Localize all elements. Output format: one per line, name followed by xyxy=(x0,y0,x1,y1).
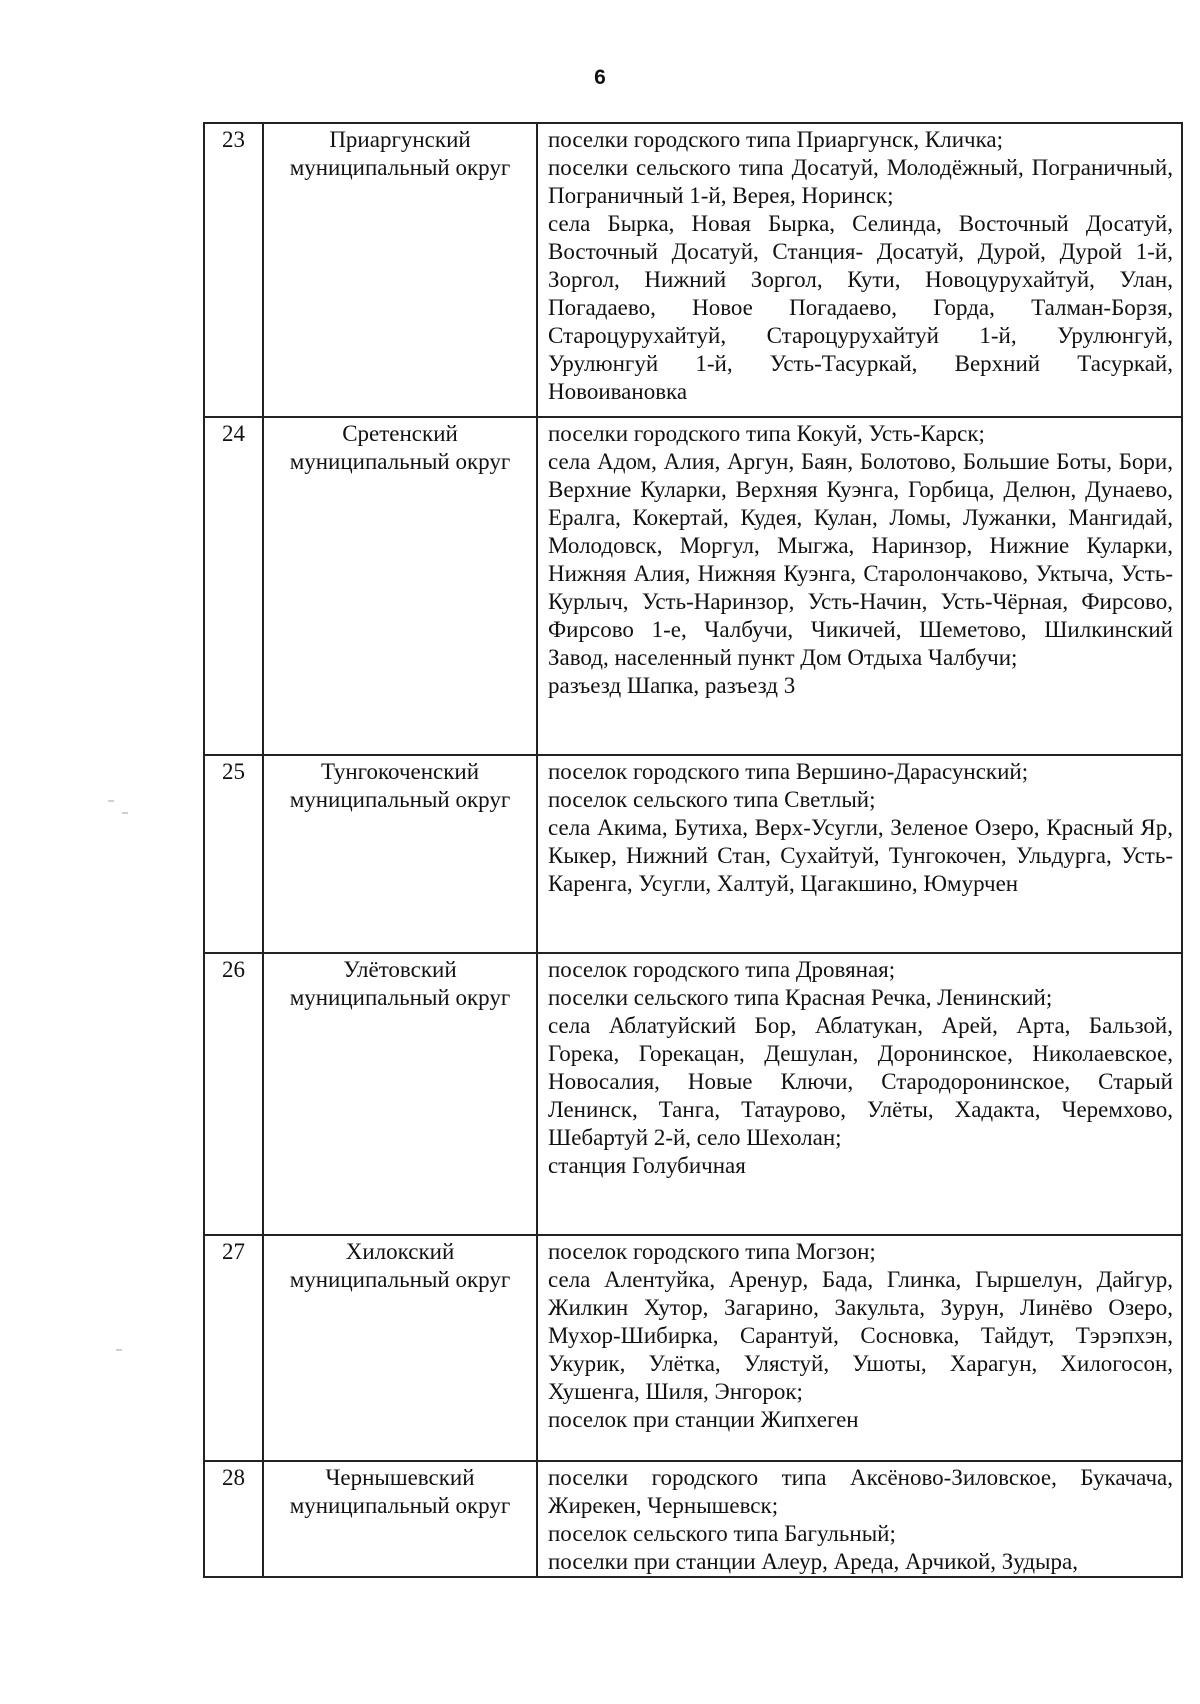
settlement-line: поселки при станции Алеур, Ареда, Арчикой, Зудыра, xyxy=(548,1549,1078,1574)
settlement-line: села Акима, Бутиха, Верх-Усугли, Зеленое Озеро, Красный Яр, Кыкер, Нижний Стан, Сухайтуй, Тунгокочен, Ульдурга, Усть-Каренга, Усугли, Халтуй, Цагакшино, Юмурчен xyxy=(548,815,1173,896)
scan-speck xyxy=(122,812,128,814)
settlement-line: поселки сельского типа Досатуй, Молодёжный, Пограничный, Пограничный 1-й, Верея, Норинск; xyxy=(548,155,1173,208)
table-row xyxy=(204,1235,1182,1461)
row-number: 27 xyxy=(204,1235,263,1461)
settlements-cell xyxy=(537,953,1182,1235)
district-name: Чернышевский муниципальный округ xyxy=(263,1461,537,1577)
settlement-line: поселок городского типа Могзон; xyxy=(548,1239,876,1264)
table-row xyxy=(204,1461,1182,1577)
district-name: Хилокский муниципальный округ xyxy=(263,1235,537,1461)
table-row xyxy=(204,755,1182,953)
settlements-cell xyxy=(537,1235,1182,1461)
settlements-table xyxy=(203,122,1183,1578)
settlement-line: поселок сельского типа Светлый; xyxy=(548,787,876,812)
settlement-line: поселки сельского типа Красная Речка, Ленинский; xyxy=(548,985,1053,1010)
row-number: 24 xyxy=(204,417,263,755)
settlement-line: поселки городского типа Кокуй, Усть-Карск; xyxy=(548,421,985,446)
row-number: 25 xyxy=(204,755,263,953)
settlement-line: села Аблатуйский Бор, Аблатукан, Арей, Арта, Бальзой, Горека, Горекацан, Дешулан, Доронинское, Николаевское, Новосалия, Новые Ключи, Стародоронинское, Старый Ленинск, Танга, Татаурово, Улёты, Хадакта, Черемхово, Шебартуй 2-й, село Шехолан; xyxy=(548,1013,1173,1150)
table-row xyxy=(204,417,1182,755)
table-row xyxy=(204,123,1182,417)
district-name: Приаргунский муниципальный округ xyxy=(263,123,537,417)
row-number: 26 xyxy=(204,953,263,1235)
settlements-cell xyxy=(537,755,1182,953)
settlement-line: разъезд Шапка, разъезд 3 xyxy=(548,673,796,698)
district-name: Улётовский муниципальный округ xyxy=(263,953,537,1235)
settlement-line: поселки городского типа Аксёново-Зиловское, Букачача, Жирекен, Чернышевск; xyxy=(548,1465,1173,1518)
settlement-line: села Алентуйка, Аренур, Бада, Глинка, Гыршелун, Дайгур, Жилкин Хутор, Загарино, Закульта, Зурун, Линёво Озеро, Мухор-Шибирка, Сарантуй, Сосновка, Тайдут, Тэрэпхэн, Укурик, Улётка, Улястуй, Ушоты, Харагун, Хилогосон, Хушенга, Шиля, Энгорок; xyxy=(548,1267,1173,1404)
settlements-cell xyxy=(537,417,1182,755)
scan-speck xyxy=(108,800,114,802)
table-row xyxy=(204,953,1182,1235)
settlement-line: поселок сельского типа Багульный; xyxy=(548,1521,896,1546)
settlement-line: села Адом, Алия, Аргун, Баян, Болотово, Большие Боты, Бори, Верхние Куларки, Верхняя Куэнга, Горбица, Делюн, Дунаево, Ералга, Кокертай, Кудея, Кулан, Ломы, Лужанки, Мангидай, Молодовск, Моргул, Мыгжа, Наринзор, Нижние Куларки, Нижняя Алия, Нижняя Куэнга, Старолончаково, Уктыча, Усть-Курлыч, Усть-Наринзор, Усть-Начин, Усть-Чёрная, Фирсово, Фирсово 1-е, Чалбучи, Чикичей, Шеметово, Шилкинский Завод, населенный пункт Дом Отдыха Чалбучи; xyxy=(548,449,1173,670)
district-name: Тунгокоченский муниципальный округ xyxy=(263,755,537,953)
page-number: 6 xyxy=(594,66,606,89)
scan-speck xyxy=(116,1349,122,1351)
settlement-line: станция Голубичная xyxy=(548,1153,746,1178)
settlement-line: поселки городского типа Приаргунск, Кличка; xyxy=(548,127,1004,152)
settlement-line: села Бырка, Новая Бырка, Селинда, Восточный Досатуй, Восточный Досатуй, Станция- Досатуй, Дурой, Дурой 1-й, Зоргол, Нижний Зоргол, Кути, Новоцурухайтуй, Улан, Погадаево, Новое Погадаево, Горда, Талман-Борзя, Староцурухайтуй, Староцурухайтуй 1-й, Урулюнгуй, Урулюнгуй 1-й, Усть-Тасуркай, Верхний Тасуркай, Новоивановка xyxy=(548,211,1173,404)
settlements-cell xyxy=(537,1461,1182,1577)
settlements-cell xyxy=(537,123,1182,417)
settlement-line: поселок городского типа Дровяная; xyxy=(548,957,896,982)
district-name: Сретенский муниципальный округ xyxy=(263,417,537,755)
row-number: 28 xyxy=(204,1461,263,1577)
settlement-line: поселок городского типа Вершино-Дарасунский; xyxy=(548,759,1029,784)
row-number: 23 xyxy=(204,123,263,417)
settlement-line: поселок при станции Жипхеген xyxy=(548,1407,859,1432)
